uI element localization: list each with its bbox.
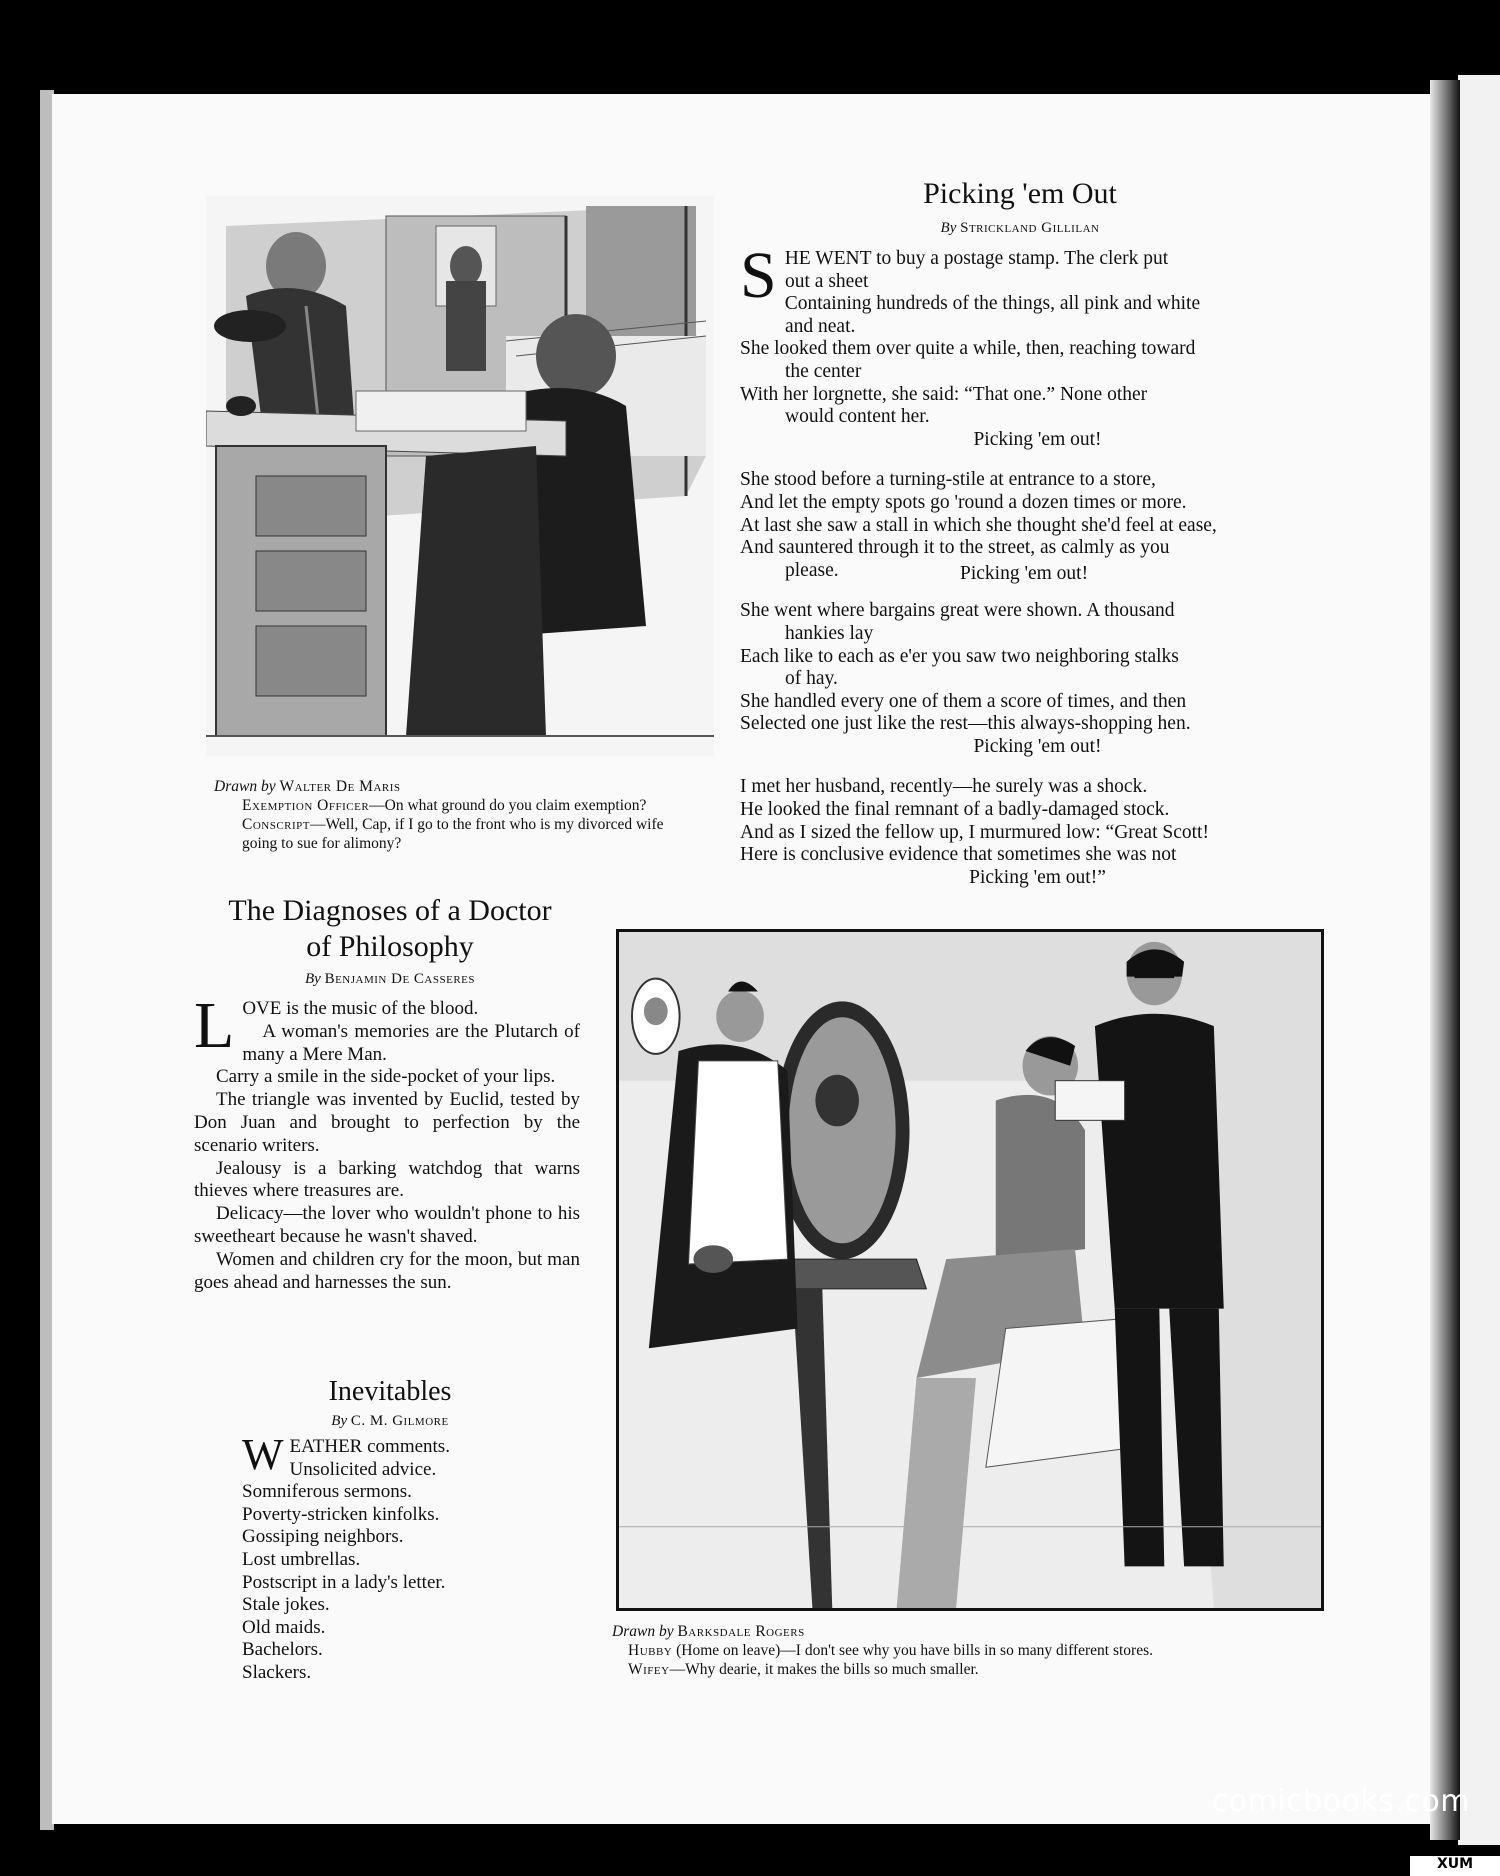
dialogue-line: —Why dearie, it makes the bills so much smaller. — [669, 1661, 979, 1678]
poem-title: Picking 'em Out — [923, 177, 1117, 210]
by-label: By — [331, 1413, 348, 1429]
speaker-label: Wifey — [628, 1661, 670, 1678]
stanza-3 — [740, 600, 1335, 758]
list-item: Poverty-stricken kinfolks. — [242, 1503, 440, 1525]
drop-cap: L — [194, 989, 235, 1062]
essay-body — [194, 989, 580, 1294]
refrain: Picking 'em out! — [960, 562, 1089, 584]
illustration-exemption-office — [206, 196, 714, 756]
list-item: Unsolicited advice. — [289, 1458, 437, 1480]
list-item: Stale jokes. — [242, 1594, 330, 1616]
poem-line: Each like to each as e'er you saw two neighboring stalks — [740, 645, 1179, 667]
illustration-1-caption — [214, 777, 694, 853]
dialogue-line: —Well, Cap, if I go to the front who is my divorced wife going to sue for alimony? — [242, 816, 664, 852]
essay-title-line: The Diagnoses of a Doctor — [228, 894, 552, 927]
essay-paragraph: A woman's memories are the Plutarch of many a Mere Man. — [242, 1020, 580, 1065]
author-name: Strickland Gillilan — [960, 220, 1100, 236]
poem-line: He looked the final remnant of a badly-damaged stock. — [740, 799, 1170, 821]
poem-line: With her lorgnette, she said: “That one.” None other — [740, 383, 1148, 405]
by-label: By — [305, 971, 321, 987]
poem-line: She went where bargains great were shown. A thousand — [740, 600, 1175, 622]
poem-line: out a sheet — [785, 270, 869, 292]
drop-cap: S — [740, 239, 777, 312]
list-item: EATHER comments. — [289, 1436, 450, 1457]
poem-line: And as I sized the fellow up, I murmured low: “Great Scott! — [740, 821, 1209, 843]
poem-line: hankies lay — [785, 622, 874, 644]
illustration-dressing-room — [616, 929, 1324, 1611]
credit-prefix: Drawn by — [612, 1623, 674, 1640]
list-item: Gossiping neighbors. — [242, 1526, 404, 1548]
poem-line: She looked them over quite a while, then, reaching toward — [740, 338, 1196, 360]
poem-line: would content her. — [785, 406, 930, 428]
poem-line: Containing hundreds of the things, all pink and white — [784, 293, 1201, 315]
poem-line: Here is conclusive evidence that sometimes she was not — [740, 844, 1177, 866]
refrain: Picking 'em out! — [973, 428, 1102, 450]
essay-paragraph: Carry a smile in the side-pocket of your lips. — [216, 1066, 556, 1088]
speaker-label: Exemption Officer — [242, 797, 370, 814]
poem-line: At last she saw a stall in which she thought she'd feel at ease, — [740, 514, 1217, 536]
illustration-2-caption — [612, 1622, 1332, 1679]
credit-prefix: Drawn by — [214, 778, 276, 795]
speaker-label: Hubby — [628, 1642, 673, 1659]
list-item: Bachelors. — [242, 1639, 323, 1661]
dialogue-line: —On what ground do you claim exemption? — [369, 797, 647, 814]
poem-body — [740, 239, 1335, 889]
poem-line: HE WENT to buy a postage stamp. The clerk put — [784, 248, 1169, 269]
poem-line: She handled every one of them a score of times, and then — [740, 690, 1187, 712]
author-name: C. M. Gilmore — [350, 1413, 449, 1429]
inevitables-list — [242, 1430, 562, 1685]
poem-byline — [740, 220, 1300, 237]
poem-line: And sauntered through it to the street, as calmly as you — [740, 537, 1170, 559]
author-name: Benjamin De Casseres — [324, 971, 475, 987]
essay-paragraph: OVE is the music of the blood. — [242, 998, 479, 1019]
artist-name: Barksdale Rogers — [677, 1623, 805, 1640]
poem-line: She stood before a turning-stile at entrance to a store, — [740, 469, 1156, 491]
essay-paragraph: Delicacy—the lover who wouldn't phone to his sweetheart because he wasn't shaved. — [194, 1203, 580, 1247]
essay-paragraph: The triangle was invented by Euclid, tested by Don Juan and brought to perfection by the scenario writers. — [194, 1089, 580, 1156]
essay-paragraph: Jealousy is a barking watchdog that warns thieves where treasures are. — [194, 1157, 580, 1202]
poem-line: of hay. — [785, 668, 838, 690]
poem-line: And let the empty spots go 'round a dozen times or more. — [740, 491, 1187, 513]
essay-title-line: of Philosophy — [306, 930, 474, 963]
refrain: Picking 'em out!” — [969, 866, 1106, 888]
list-item: Postscript in a lady's letter. — [242, 1571, 446, 1593]
inevitables-byline — [190, 1413, 590, 1430]
corner-tag: XUM — [1410, 1856, 1500, 1876]
stanza-2 — [740, 469, 1335, 582]
by-label: By — [940, 220, 957, 236]
book-spine — [1430, 80, 1460, 1840]
poem-line: the center — [785, 360, 862, 382]
poem-line: and neat. — [785, 315, 856, 337]
refrain: Picking 'em out! — [973, 735, 1102, 757]
adjacent-page-edge — [1458, 75, 1500, 1845]
artist-name: Walter De Maris — [279, 778, 401, 795]
dialogue-line: (Home on leave)—I don't see why you have bills in so many different stores. — [672, 1642, 1154, 1659]
inevitables-title: Inevitables — [328, 1376, 452, 1407]
site-watermark: comicbooks.com — [1211, 1784, 1470, 1819]
poem-line: Selected one just like the rest—this always-shopping hen. — [740, 713, 1191, 735]
list-item: Lost umbrellas. — [242, 1548, 361, 1570]
stanza-1 — [740, 239, 1335, 451]
speaker-label: Conscript — [242, 816, 311, 833]
essay-paragraph: Women and children cry for the moon, but man goes ahead and harnesses the sun. — [194, 1248, 580, 1293]
essay-byline — [190, 971, 590, 988]
drop-cap: W — [242, 1430, 284, 1479]
list-item: Somniferous sermons. — [242, 1481, 412, 1503]
essay-title — [190, 893, 590, 965]
poem-line: I met her husband, recently—he surely was a shock. — [740, 776, 1148, 798]
stanza-4 — [740, 776, 1335, 889]
poem-line: please. — [785, 559, 839, 581]
list-item: Slackers. — [242, 1661, 312, 1683]
list-item: Old maids. — [242, 1616, 326, 1638]
